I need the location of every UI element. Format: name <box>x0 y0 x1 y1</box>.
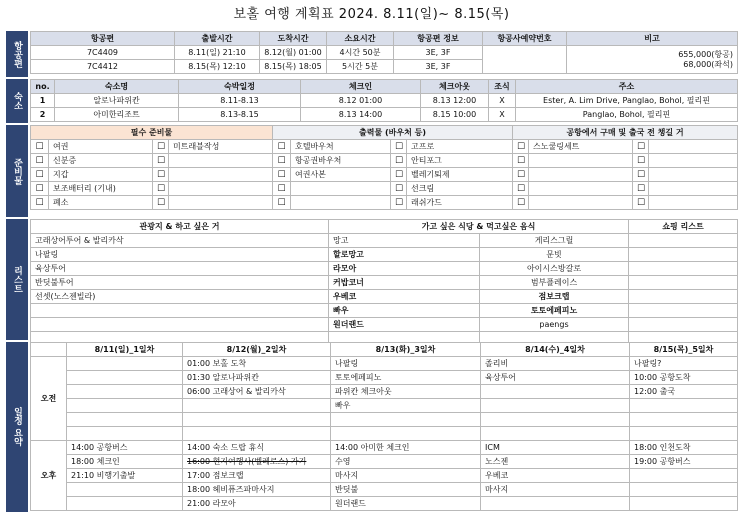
table-row <box>31 248 738 262</box>
table-row <box>31 276 738 290</box>
prep-item <box>529 196 633 210</box>
table-row: 7C4409 8.11(일) 21:10 8.12(월) 01:00 4시간 50분 3E, 3F 655,000(항공) 68,000(좌석) <box>31 46 738 60</box>
table-row <box>31 168 738 182</box>
flight-table <box>30 31 738 74</box>
schedule-item: 21:10 비행기출발 <box>67 469 183 483</box>
flight-header: 도착시간 <box>260 32 327 46</box>
schedule-item: 18:00 체크인 <box>67 455 183 469</box>
prep-item: 여권 <box>49 140 153 154</box>
flight-note: 655,000(항공) 68,000(좌석) <box>567 46 738 74</box>
checkbox-icon[interactable]: ☐ <box>273 196 291 210</box>
schedule-item <box>331 427 481 441</box>
food-item: 할로망고 <box>329 248 480 262</box>
prep-item: 여권사본 <box>291 168 391 182</box>
prep-table: 필수 준비물 출력물 (바우처 등) 공항에서 구매 및 출국 전 챙길 거 ☐ 여권 ☐ 미트래블작성 ☐ 호텔바우처 ☐ 고프로 ☐ 스노쿨링세트 ☐ ☐ 신분증 ☐ ☐ 항공권바우처 ☐ 안티포그 ☐ ☐ ☐ 지갑 ☐ ☐ 여권사본 ☐ 벨레기퇴제 ☐ ☐ ☐ 보조배터리 (기내) ☐ ☐ ☐ 선크림 ☐ ☐ ☐ 폐소 ☐ ☐ ☐ 래쉬가드 ☐ ☐ <box>30 125 738 210</box>
schedule-item <box>630 427 738 441</box>
section-label-lodging: 숙소 <box>6 79 28 123</box>
schedule-item: 우베코 <box>481 469 630 483</box>
table-row <box>31 483 738 497</box>
prep-item: 미트래블작성 <box>169 140 273 154</box>
flight-header: 출발시간 <box>175 32 260 46</box>
table-row <box>31 469 738 483</box>
prep-item: 신분증 <box>49 154 153 168</box>
checkbox-icon[interactable]: ☐ <box>513 140 529 154</box>
food-item: 게리스그릴 <box>480 234 629 248</box>
prep-item: 폐소 <box>49 196 153 210</box>
food-item: 라모아 <box>329 262 480 276</box>
prep-item <box>529 154 633 168</box>
schedule-item <box>630 483 738 497</box>
schedule-item <box>183 399 331 413</box>
prep-item <box>649 196 738 210</box>
checkbox-icon[interactable]: ☐ <box>153 182 169 196</box>
flight-header: 항공편 <box>31 32 175 46</box>
schedule-item: 졸리비 <box>481 357 630 371</box>
schedule-item <box>331 413 481 427</box>
schedule-item: 01:30 알로나파위칸 <box>183 371 331 385</box>
prep-item: 래쉬가드 <box>407 196 513 210</box>
checkbox-icon[interactable]: ☐ <box>273 154 291 168</box>
checkbox-icon[interactable]: ☐ <box>31 168 49 182</box>
checkbox-icon[interactable]: ☐ <box>31 196 49 210</box>
section-label-prep: 준비물 <box>6 125 28 217</box>
food-item: 원더랜드 <box>329 318 480 332</box>
checkbox-icon[interactable]: ☐ <box>153 140 169 154</box>
prep-item <box>169 154 273 168</box>
schedule-item: 빠우 <box>331 399 481 413</box>
schedule-item: 14:00 아미한 체크인 <box>331 441 481 455</box>
checkbox-icon[interactable]: ☐ <box>391 168 407 182</box>
prep-item: 지갑 <box>49 168 153 182</box>
checkbox-icon[interactable]: ☐ <box>633 168 649 182</box>
prep-item <box>291 182 391 196</box>
schedule-item <box>630 469 738 483</box>
table-row <box>31 427 738 441</box>
table-row <box>31 262 738 276</box>
checkbox-icon[interactable]: ☐ <box>391 140 407 154</box>
schedule-item: 수영 <box>331 455 481 469</box>
prep-item <box>169 196 273 210</box>
session-label: 오전 <box>31 357 67 441</box>
checkbox-icon[interactable]: ☐ <box>153 154 169 168</box>
schedule-item: 12:00 출국 <box>630 385 738 399</box>
schedule-item <box>67 427 183 441</box>
schedule-item <box>183 427 331 441</box>
schedule-item <box>481 497 630 511</box>
prep-item <box>649 154 738 168</box>
schedule-item <box>630 413 738 427</box>
schedule-item: 마사지 <box>331 469 481 483</box>
schedule-item <box>183 413 331 427</box>
table-row <box>31 304 738 318</box>
table-row <box>31 318 738 332</box>
sight-item <box>31 318 329 332</box>
schedule-item <box>481 413 630 427</box>
schedule-item: 마사지 <box>481 483 630 497</box>
prep-item: 고프로 <box>407 140 513 154</box>
prep-item <box>169 182 273 196</box>
schedule-item: 06:00 고래상어 & 발리카삭 <box>183 385 331 399</box>
schedule-item: 21:00 라모아 <box>183 497 331 511</box>
schedule-item <box>481 427 630 441</box>
checkbox-icon[interactable]: ☐ <box>391 196 407 210</box>
lodging-table: no. 숙소명 숙박일정 체크인 체크아웃 조식 주소 1 알로나파위칸 8.11-8.13 8.12 01:00 8.13 12:00 X Ester, A. Lim Drive, Panglao, Bohol, 필리핀 2 아미한리조트 8.13-8.15 8.13 14:00 8.15 10:00 X Panglao, Bohol, 필리핀 <box>30 79 738 122</box>
table-row <box>31 399 738 413</box>
schedule-item <box>67 413 183 427</box>
table-row <box>31 140 738 154</box>
food-item: 토토에페피노 <box>480 304 629 318</box>
schedule-item: 14:00 공항버스 <box>67 441 183 455</box>
sight-item: 고래상어투어 & 발리카삭 <box>31 234 329 248</box>
food-item: 범부플레이스 <box>480 276 629 290</box>
schedule-item <box>67 483 183 497</box>
table-row <box>31 497 738 511</box>
table-row: 7C4412 8.15(목) 12:10 8.15(목) 18:05 5시간 5분 3E, 3F <box>31 60 738 74</box>
schedule-item <box>481 399 630 413</box>
schedule-item: 01:00 보홀 도착 <box>183 357 331 371</box>
page-title: 보홀 여행 계획표 2024. 8.11(일)~ 8.15(목) <box>233 7 510 22</box>
table-row <box>31 413 738 427</box>
checkbox-icon[interactable]: ☐ <box>513 154 529 168</box>
schedule-item: 토토에페피노 <box>331 371 481 385</box>
schedule-item: 육상투어 <box>481 371 630 385</box>
prep-item <box>529 168 633 182</box>
prep-item <box>529 182 633 196</box>
table-row <box>31 182 738 196</box>
food-item: 커밥코너 <box>329 276 480 290</box>
section-label-list: 리스트 <box>6 219 28 340</box>
table-row <box>31 371 738 385</box>
table-row <box>31 441 738 455</box>
food-item: 빠우 <box>329 304 480 318</box>
checkbox-icon[interactable]: ☐ <box>391 182 407 196</box>
checkbox-icon[interactable]: ☐ <box>633 196 649 210</box>
schedule-table: 8/11(일)_1일차 8/12(월)_2일차 8/13(화)_3일차 8/14(수)_4일차 8/15(목)_5일차 오전 01:00 보홀 도착 나팔링 졸리비 나팔링? 01:30 알로나파위칸 토토에페피노 육상투어 10:00 공항도착 06:00 고래상어 & 발리카삭 파위칸 체크아웃 12:00 출국 빠우 오후 14:00 공항버스 14:00 숙소 드랍 휴식 14:00 아미한 체크인 ICM 18:00 인천도착 18:00 체크인 16:00 현지여행사(벨레로스) 가기 수영 노스젠 19:00 공항버스 21:10 비행기출발 17:00 점보크랩 마사지 우베코 18:00 헤비퓨즈파마사지 반딧불 마사지 21:00 라모아 원더랜드 <box>30 342 738 511</box>
prep-item <box>169 168 273 182</box>
food-item: 점보크랩 <box>480 290 629 304</box>
schedule-item <box>67 385 183 399</box>
table-row <box>31 357 738 371</box>
schedule-item <box>630 399 738 413</box>
table-row <box>31 290 738 304</box>
prep-item <box>291 196 391 210</box>
sight-item: 육상투어 <box>31 262 329 276</box>
sight-item: 나팔링 <box>31 248 329 262</box>
prep-item: 항공권바우처 <box>291 154 391 168</box>
table-row <box>31 385 738 399</box>
schedule-item <box>67 399 183 413</box>
schedule-item <box>630 497 738 511</box>
section-label-flight: 항공편 <box>6 31 28 77</box>
prep-item <box>649 140 738 154</box>
schedule-item: 나팔링 <box>331 357 481 371</box>
table-row <box>31 455 738 469</box>
prep-item <box>649 168 738 182</box>
flight-header: 항공사예약번호 <box>483 32 567 46</box>
schedule-item <box>67 357 183 371</box>
checkbox-icon[interactable]: ☐ <box>273 140 291 154</box>
sight-item: 선셋(노스젠빌라) <box>31 290 329 304</box>
schedule-item <box>67 497 183 511</box>
flight-header: 소요시간 <box>327 32 394 46</box>
schedule-item: 14:00 숙소 드랍 휴식 <box>183 441 331 455</box>
schedule-item <box>481 385 630 399</box>
checkbox-icon[interactable]: ☐ <box>513 196 529 210</box>
checkbox-icon[interactable]: ☐ <box>513 182 529 196</box>
checkbox-icon[interactable]: ☐ <box>153 168 169 182</box>
schedule-item: 노스젠 <box>481 455 630 469</box>
prep-item: 벨레기퇴제 <box>407 168 513 182</box>
table-row <box>31 154 738 168</box>
prep-item: 선크림 <box>407 182 513 196</box>
checkbox-icon[interactable]: ☐ <box>633 140 649 154</box>
food-item: paengs <box>480 318 629 332</box>
flight-header: 비고 <box>567 32 738 46</box>
schedule-item: 17:00 점보크랩 <box>183 469 331 483</box>
prep-item <box>649 182 738 196</box>
prep-item: 보조배터리 (기내) <box>49 182 153 196</box>
prep-item: 호텔바우처 <box>291 140 391 154</box>
checkbox-icon[interactable]: ☐ <box>391 154 407 168</box>
session-label: 오후 <box>31 441 67 511</box>
table-row <box>31 234 738 248</box>
checkbox-icon[interactable]: ☐ <box>273 168 291 182</box>
checkbox-icon[interactable]: ☐ <box>633 182 649 196</box>
list-table: 관광지 & 하고 싶은 거 가고 싶은 식당 & 먹고싶은 음식 쇼핑 리스트 고래상어투어 & 발리카삭 망고 게리스그릴 나팔링 할로망고 문빗 육상투어 라모아 아이시스방갈로 반딧불투어 커밥코너 범부플레이스 선셋(노스젠빌라) 우베코 점보크랩 빠우 토토에페피노 원더랜드 paengs <box>30 219 738 346</box>
checkbox-icon[interactable]: ☐ <box>273 182 291 196</box>
table-row: 1 알로나파위칸 8.11-8.13 8.12 01:00 8.13 12:00 X Ester, A. Lim Drive, Panglao, Bohol, 필리핀 <box>31 94 738 108</box>
checkbox-icon[interactable]: ☐ <box>31 140 49 154</box>
food-item: 아이시스방갈로 <box>480 262 629 276</box>
sight-item <box>31 304 329 318</box>
flight-header: 항공편 정보 <box>394 32 483 46</box>
sight-item: 반딧불투어 <box>31 276 329 290</box>
food-item: 우베코 <box>329 290 480 304</box>
schedule-item: 파위칸 체크아웃 <box>331 385 481 399</box>
schedule-item: ICM <box>481 441 630 455</box>
schedule-item: 나팔링? <box>630 357 738 371</box>
table-row: 2 아미한리조트 8.13-8.15 8.13 14:00 8.15 10:00 X Panglao, Bohol, 필리핀 <box>31 108 738 122</box>
schedule-item: 18:00 인천도착 <box>630 441 738 455</box>
prep-item: 스노쿨링세트 <box>529 140 633 154</box>
schedule-item: 10:00 공항도착 <box>630 371 738 385</box>
checkbox-icon[interactable]: ☐ <box>153 196 169 210</box>
checkbox-icon[interactable]: ☐ <box>31 154 49 168</box>
schedule-item: 18:00 헤비퓨즈파마사지 <box>183 483 331 497</box>
schedule-item: 원더랜드 <box>331 497 481 511</box>
checkbox-icon[interactable]: ☐ <box>513 168 529 182</box>
schedule-item: 19:00 공항버스 <box>630 455 738 469</box>
checkbox-icon[interactable]: ☐ <box>633 154 649 168</box>
food-item: 문빗 <box>480 248 629 262</box>
schedule-item <box>67 371 183 385</box>
food-item: 망고 <box>329 234 480 248</box>
table-row <box>31 196 738 210</box>
schedule-item: 16:00 현지여행사(벨레로스) 가기 <box>183 455 331 469</box>
prep-item: 안티포그 <box>407 154 513 168</box>
checkbox-icon[interactable]: ☐ <box>31 182 49 196</box>
section-label-schedule: 일정 요약 <box>6 342 28 512</box>
schedule-item: 반딧불 <box>331 483 481 497</box>
